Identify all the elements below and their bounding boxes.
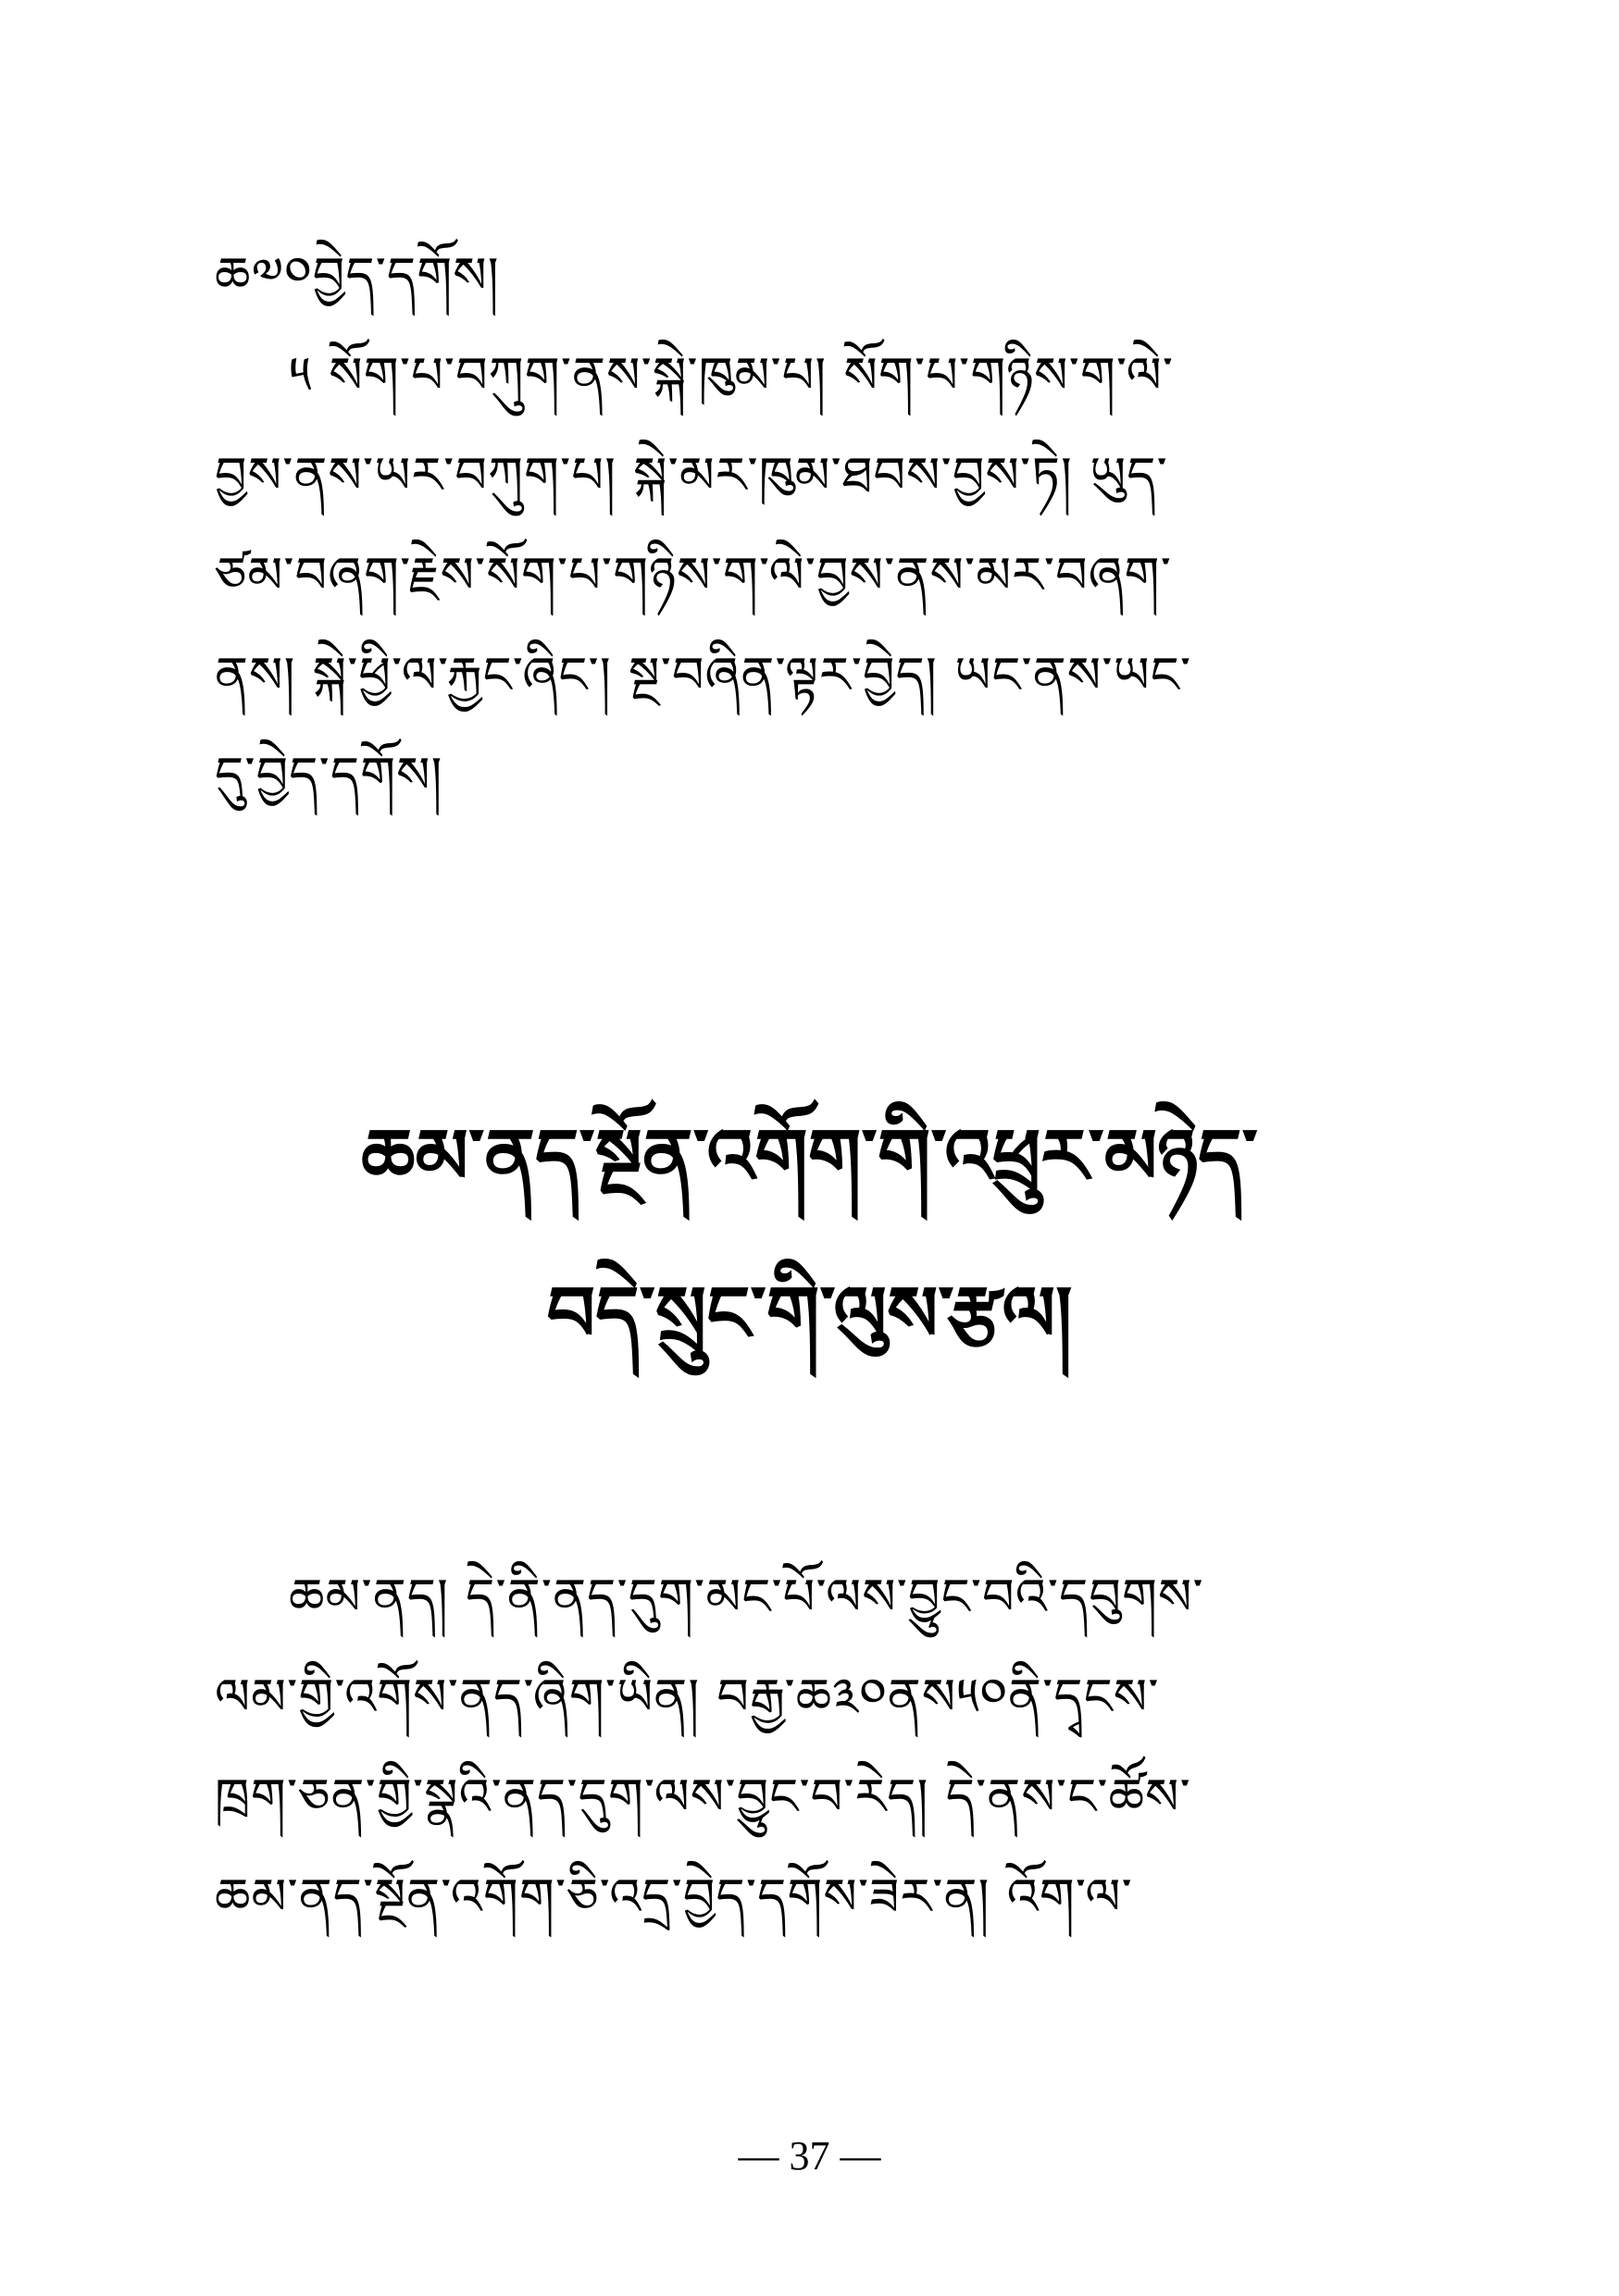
paragraph-line: ཆམ་ནད་སྔོན་འགོག་ཅི་འདྲ་བྱེད་དགོས་ཟེར་ན། འོག་ལ་ [215, 1868, 1133, 1926]
section-heading-line-2: བདེ་སྲུང་གི་ལུས་རྩལ། [546, 1270, 1073, 1359]
paragraph-line: བྱས་ནས་ཡར་བཀུག་པ། སྐེ་མར་ཁུམ་ཐབས་བྱས་ཏེ། ཡུད་ [215, 446, 1168, 504]
section-heading-line-1: ཆམ་ནད་སྔོན་འགོག་གི་འཕྲུར་མཉེད་ [361, 1112, 1258, 1201]
paragraph-line: ལམ་གྱི་འགོས་ནད་ཞིག་ཡིན། བརྒྱ་ཆ༣༠ནས༥༠ནི་དྭངས་ [215, 1668, 1160, 1726]
paragraph-line: དུ་བྱེད་དགོས། [215, 746, 443, 804]
page-number: — 37 — [738, 2133, 881, 2178]
paragraph-line: ཙམ་བཞག་རྗེས་སོག་པ་གཉིས་ག་ལེ་བྱས་ནས་མར་བཞག་ [215, 546, 1172, 604]
paragraph-line: ཆམ་ནད། དེ་ནི་ནད་དུག་མང་པོ་ལས་བྱུང་བའི་དབུགས་ [289, 1568, 1204, 1626]
paragraph-line: ཆ༧༠བྱེད་དགོས། [215, 246, 500, 304]
paragraph-line: ཁྲག་ཅན་གྱི་སྣའི་ནད་དུག་ལས་བྱུང་བ་རེད། དེ་ནས་ང་ཚོས་ [215, 1768, 1191, 1826]
paragraph-line: ནས། སྐེ་ཕྱི་ལ་རྐྱང་ཞིང་། སྔ་བཞིན་ལྟར་བྱེད། ཡང་ནས་ཡང་ [215, 646, 1192, 704]
paragraph-line: ༥ སོག་པ་བཀུག་ནས་སྐེ་ཁུམ་པ། སོག་པ་གཉིས་ག་ལེ་ [289, 346, 1175, 404]
